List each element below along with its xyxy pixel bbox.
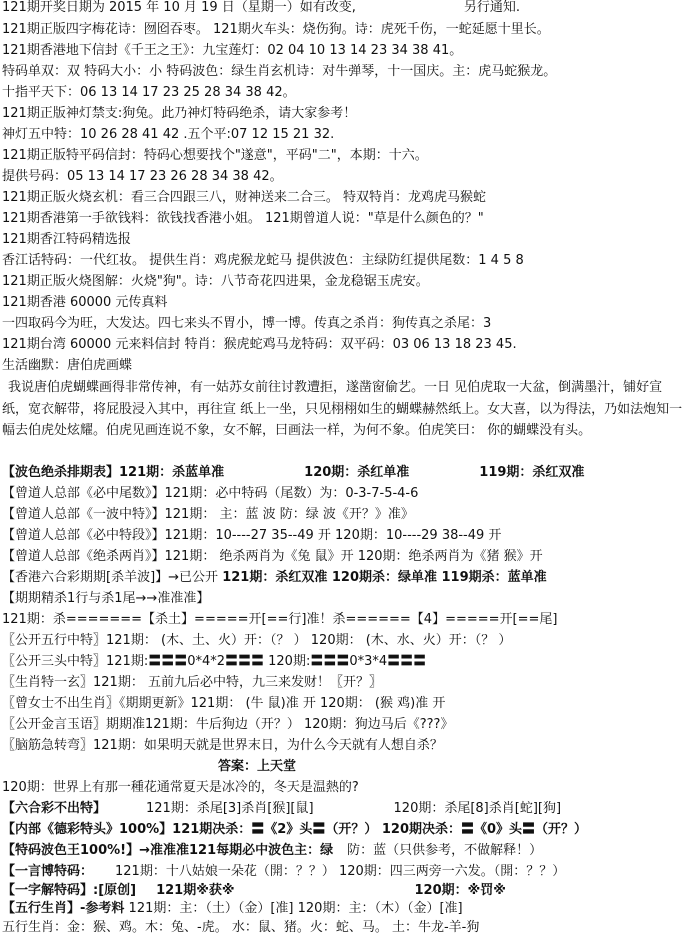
one-wave-line: 【曾道人总部《一波中特》】121期： 主：蓝 波 防：绿 波《开？》准》 [2,507,414,522]
draw-date-line [2,0,520,18]
xiangjiang-code-line: 香江话特码：一代红妆。 提供生肖：鸡虎猴龙蛇马 提供波色：主绿防红提供尾数：1 4 5 8 [2,253,524,268]
five-element-summary-line: 五行生肖：金：猴、鸡。木：兔、-虎。 水：鼠、猪。火：蛇、马。 土：牛龙-羊-狗 [2,920,480,935]
fire-mystery-line: 121期正版火烧玄机：看三合四跟三八，财神送来二合三。 特双特肖：龙鸡虎马猴蛇 [2,190,486,205]
wave-kill-121: 121期：杀蓝单准 [119,465,225,480]
no-special-title: 【六合彩不出特】 [2,801,107,816]
one-word-line [2,862,565,882]
five-element-zodiac-title: 【五行生肖】-参考料 [2,901,125,916]
humor-title-line: 生活幽默：唐伯虎画蝶 [2,358,133,373]
no-special-121: 121期：杀尾[3]杀肖[猴][鼠] [146,801,314,816]
one-char-line [2,881,506,901]
riddle-line: 〖脑筋急转弯〗121期：如果明天就是世界末日，为什么今天就有人想自杀？ [2,738,443,753]
three-heads-line: 〖公开三头中特〗121期:〓〓〓0*4*2〓〓〓 120期:〓〓〓0*3*4〓〓〓 [2,654,427,669]
hk-kill-wave-line [2,568,547,588]
no-special-line [2,799,561,819]
lamp-five-line: 神灯五中特：10 26 28 41 42 .五个平:07 12 15 21 32. [2,127,335,142]
hk-kill-wave-title: 【香港六合彩期期[杀羊波]】→已公开 [2,570,219,585]
special-code-line: 特码单双：双 特码大小：小 特码波色：绿生肖玄机诗：对牛弹琴，十一国庆。主：虎马蛇猴龙。 [2,64,557,79]
five-elements-line: 〖公开五行中特〗121期： (木、土、火）开：（？ ） 120期： (木、水、火）开：（？ ） [2,633,512,648]
kill-row-tail-line: 121期：杀=======【杀土】=====开[==行]准！杀======【4】=====开[==尾] [2,612,558,627]
wave-king-guard: 防：蓝（只供参考，不做解释！） [347,843,543,858]
hk-letter-line: 121期香港地下信封《千王之王》：九宝莲灯：02 04 10 13 14 23 34 38 41。 [2,43,463,58]
wave-kill-schedule [2,463,584,483]
wave-king-main: 【特码波色王100%!】→准准准121每期必中波色主：绿 [2,843,334,858]
provided-numbers-line: 提供号码：05 13 14 17 23 26 28 34 38 42。 [2,169,283,184]
draw-date-text: 121期开奖日期为 2015 年 10 月 19 日（星期一）如有改变, [2,0,356,15]
lamp-ban-line: 121期正版神灯禁支:狗兔。此乃神灯特码绝杀，请大家参考！ [2,106,357,121]
one-word-content: 121期：十八姑娘一朵花（開：？？） 120期：四三两旁一六发。（開：？？） [115,864,566,879]
one-char-120: 120期：※罚※ [414,883,506,898]
taiwan-letter-line: 121期台湾 60000 元来料信封 特肖：猴虎蛇鸡马龙特码：双平码：03 06 13 18 23 45. [2,337,517,352]
ms-zeng-line: 〖曾女士不出生肖〗《期期更新》121期： (牛 鼠)准 开 120期： (猴 鸡)准 开 [2,696,446,711]
tail-number-line: 【曾道人总部《必中尾数》】121期：必中特码（尾数）为：0-3-7-5-4-6 [2,486,419,501]
xiangjiang-title-line: 121期香江特码精选报 [2,232,131,247]
kill-two-zodiac-line: 【曾道人总部《绝杀两肖》】121期： 绝杀两肖为《兔 鼠》开 120期：绝杀两肖为《猪 猴》开 [2,549,543,564]
plum-poem-line: 121期正版四字梅花诗：囫囵吞枣。 121期火车头：烧伤狗。诗：虎死千伤，一蛇延愿十里长。 [2,22,550,37]
golden-words-line: 〖公开金言玉语〗期期准121期：牛后狗边（开？） 120期：狗边马后《???》 [2,717,454,732]
one-char-title: 【一字解特码】:[原创] [2,883,137,898]
one-word-title: 【一言博特码： [2,864,94,879]
ten-fingers-line: 十指平天下：06 13 14 17 23 25 28 34 38 42。 [2,85,296,100]
wave-kill-120: 120期：杀红单准 [304,465,410,480]
one-char-121: 121期※获※ [156,883,235,898]
hk-fax-content-line: 一四取码今为旺，大发达。四七来头不胃小，博一博。传真之杀肖：狗传真之杀尾：3 [2,316,492,331]
hk-first-hand-line: 121期香港第一手欲钱料：欲钱找香港小姐。 121期曾道人说："草是什么颜色的？" [2,211,484,226]
humor-story: 我说唐伯虎蝴蝶画得非常传神，有一姑苏女前往讨教遭拒，遂凿窗偷艺。一日 见伯虎取一大盆，倒满墨汁，铺好宣纸，宽衣解带，将屁股浸入其中，再往宣 纸上一坐，只见栩栩如生的蝴蝶赫然纸上。女大喜，以为得法，乃如法炮知一 幅去伯虎处炫耀。伯虎见画连说不象，女不解，曰画法一样，为何不象。伯虎笑曰： 你的蝴蝶没有头。 [2,380,683,438]
hk-kill-wave-results: 121期：杀红双准 120期杀：绿单准 119期杀：蓝单准 [222,570,547,585]
zodiac-mystery-line: 〖生肖特一玄〗121期： 五前九后必中特，九三来发财！〖开？〗 [2,675,382,690]
fire-diagram-line: 121期正版火烧图解：火烧"狗"。诗：八节奇花四进果，金龙稳锯玉虎安。 [2,274,429,289]
hk-fax-title-line: 121期香港 60000 元传真料 [2,295,168,310]
wave-king-line [2,841,542,861]
riddle-120-line: 120期：世界上有那一種花通常夏天是冰冷的，冬天是温熱的? [2,780,359,795]
no-special-120: 120期：杀尾[8]杀肖[蛇][狗] [393,801,562,816]
kill-row-tail-title: 【期期精杀1行与杀1尾→→准准准】 [2,591,210,606]
notice-text: 另行通知. [463,0,521,15]
special-segment-line: 【曾道人总部《必中特段》】121期：10----27 35--49 开 120期：10----29 38--49 开 [2,528,502,543]
wave-kill-title: 【波色绝杀排期表】 [2,465,120,480]
five-element-zodiac-content: 121期：主：（土）（金）[准] 120期：主：（木）（金）[准] [128,901,463,916]
internal-head-line: 【内部《德彩特头》100%】121期决杀：〓《2》头〓（开？） 120期决杀：〓《0》头〓（开？） [2,822,588,837]
flat-code-letter-line: 121期正版特平码信封：特码心想要找个"遂意"，平码"二"，本期：十六。 [2,148,428,163]
five-element-zodiac-line [2,899,463,919]
riddle-answer: 答案：上天堂 [218,759,297,774]
wave-kill-119: 119期：杀红双准 [479,465,585,480]
